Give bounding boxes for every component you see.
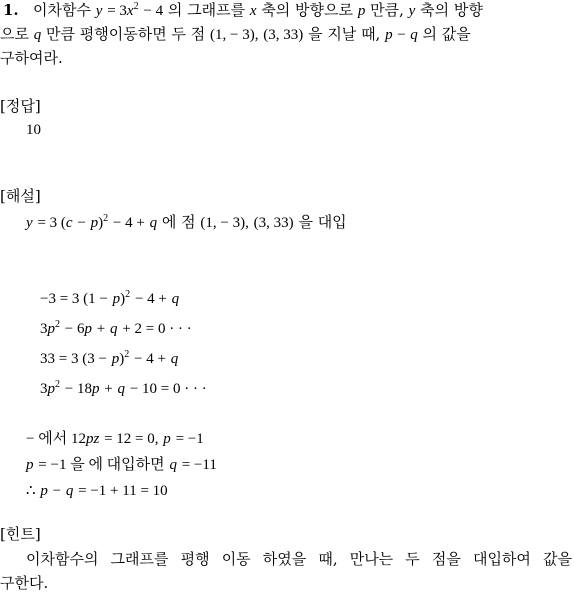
- math-text: ): [119, 351, 125, 367]
- math-text: (1, − 3),: [210, 27, 259, 43]
- problem-text: 의 그래프를: [167, 1, 246, 19]
- hint-word: 두: [405, 550, 420, 568]
- math-text: − 10 = 0 · · ·: [129, 381, 207, 397]
- math-var: p: [357, 3, 366, 19]
- math-text: = −11: [181, 457, 217, 473]
- math-exp: 2: [124, 349, 130, 360]
- math-text: − 18: [64, 381, 92, 397]
- math-text: − 4 +: [112, 215, 145, 231]
- solution-intro: [26, 212, 347, 233]
- solution-text: 을 대입: [298, 213, 347, 231]
- equation-4: [40, 378, 207, 399]
- hint-word: 대입하여: [472, 550, 531, 568]
- math-var: p: [47, 321, 55, 337]
- math-var: p: [26, 457, 34, 473]
- math-text: = 3 (: [37, 215, 66, 231]
- problem-text: 이차함수: [32, 1, 91, 19]
- math-var: p: [111, 351, 120, 367]
- answer-value: 10: [26, 122, 41, 138]
- problem-number: 1.: [3, 1, 19, 19]
- math-var: x: [249, 3, 257, 19]
- math-text: ): [120, 291, 126, 307]
- problem-text: 축의 방향으로: [261, 1, 354, 19]
- equation-1: [40, 288, 179, 309]
- math-var: q: [169, 457, 177, 473]
- math-var: q: [33, 27, 42, 43]
- math-text: − 4: [143, 3, 164, 19]
- hint-word: 이동: [221, 550, 251, 568]
- math-text: −: [52, 483, 62, 499]
- math-var: y: [408, 3, 416, 19]
- problem-line-2: [0, 24, 471, 45]
- hint-line-1: [26, 549, 572, 569]
- hint-word: 그래프를: [110, 550, 169, 568]
- math-var: y: [26, 215, 33, 231]
- answer-header: [정답]: [0, 97, 41, 115]
- math-var: p: [163, 431, 171, 447]
- math-text: −3 = 3 (1 −: [40, 291, 108, 307]
- problem-text: 만큼,: [370, 1, 404, 19]
- math-text: 33 = 3 (3 −: [40, 351, 107, 367]
- math-text: (3, 33): [253, 215, 294, 231]
- hint-word: 평행: [180, 550, 210, 568]
- math-text: (1, − 3),: [200, 215, 249, 231]
- math-text: − 4 +: [134, 291, 167, 307]
- math-var: pz: [85, 431, 100, 447]
- math-var: q: [149, 215, 158, 231]
- math-var: c: [65, 215, 73, 231]
- problem-line-1: [3, 0, 483, 21]
- therefore-symbol: ∴: [26, 483, 36, 499]
- math-var: q: [117, 381, 126, 397]
- problem-text: 을 지날 때,: [308, 25, 381, 43]
- math-text: −: [77, 215, 86, 231]
- problem-text: 만큼 평행이동하면 두 점: [46, 25, 206, 43]
- solution-step-1: [26, 428, 204, 449]
- math-var: y: [95, 3, 103, 19]
- math-text: (3, 33): [263, 27, 304, 43]
- math-var: p: [90, 215, 99, 231]
- equation-2: [40, 318, 192, 339]
- solution-header: [해설]: [0, 187, 41, 205]
- math-var: x: [126, 3, 134, 19]
- hint-line-2: 구한다.: [0, 574, 49, 592]
- math-var: p: [47, 381, 55, 397]
- math-exp: 2: [133, 1, 139, 12]
- hint-word: 만나는: [349, 550, 394, 568]
- math-var: q: [171, 291, 180, 307]
- math-var: q: [110, 321, 118, 337]
- math-text: 3: [40, 381, 48, 397]
- equation-3: [40, 348, 178, 369]
- problem-text: 축의 방향: [420, 1, 483, 19]
- hint-word: 점을: [431, 550, 461, 568]
- math-text: = 12 = 0,: [104, 431, 159, 447]
- math-text: − 6: [64, 321, 85, 337]
- problem-text: 으로: [0, 25, 29, 43]
- math-var: p: [40, 483, 48, 499]
- math-var: q: [65, 483, 74, 499]
- math-text: ): [98, 215, 104, 231]
- math-var: p: [92, 381, 100, 397]
- math-text: = 3: [107, 3, 127, 19]
- math-text: = −1: [175, 431, 204, 447]
- math-exp: 2: [55, 319, 60, 330]
- hint-word: 이차함수의: [26, 550, 99, 568]
- math-var: p: [84, 321, 92, 337]
- math-var: p: [112, 291, 121, 307]
- solution-step-2: [26, 454, 217, 475]
- hint-word: 값을: [543, 550, 572, 568]
- problem-text: 의 값을: [422, 25, 471, 43]
- problem-line-3: 구하여라.: [0, 49, 63, 67]
- hint-word: 때,: [318, 550, 338, 568]
- math-text: − 4 +: [133, 351, 166, 367]
- hint-word: 하였을: [262, 550, 307, 568]
- math-text: 3: [40, 321, 48, 337]
- math-text: + 2 = 0 · · ·: [122, 321, 192, 337]
- math-var: q: [170, 351, 179, 367]
- math-text: +: [104, 381, 113, 397]
- solution-text: 에 점: [161, 213, 196, 231]
- math-exp: 2: [125, 289, 131, 300]
- math-exp: 2: [103, 213, 109, 224]
- math-text: +: [96, 321, 106, 337]
- math-text: − 에서 12: [26, 431, 86, 447]
- solution-step-3: [26, 480, 168, 501]
- math-exp: 2: [55, 379, 60, 390]
- math-var: p − q: [385, 27, 418, 43]
- math-text: = −1 + 11 = 10: [78, 483, 168, 499]
- math-text: = −1 을 에 대입하면: [38, 457, 165, 473]
- hint-header: [힌트]: [0, 525, 41, 543]
